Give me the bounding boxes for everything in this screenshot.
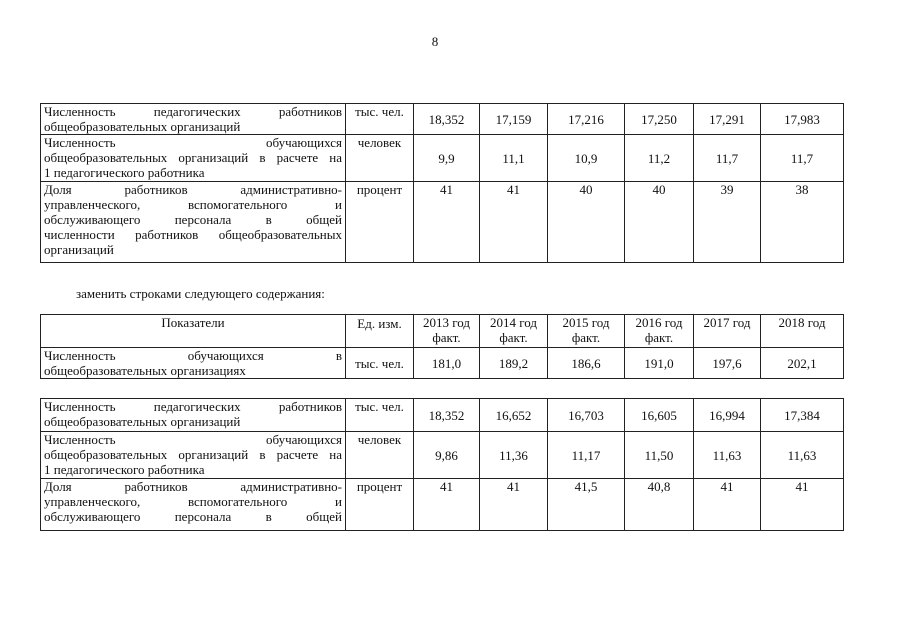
value-cell: 17,250 xyxy=(625,104,694,135)
value-cell: 11,7 xyxy=(694,135,761,182)
row-label: Численность педагогических работников общеобразовательных организаций xyxy=(41,399,346,432)
value-cell: 17,384 xyxy=(761,399,844,432)
new-row-teachers xyxy=(41,399,844,432)
row-label: Численность обучающихся в общеобразовательных организациях xyxy=(41,348,346,379)
unit-cell: человек xyxy=(346,135,414,182)
value-cell: 18,352 xyxy=(414,399,480,432)
old-rows-table xyxy=(40,103,844,263)
value-cell: 11,63 xyxy=(761,432,844,479)
unit-cell: тыс. чел. xyxy=(346,104,414,135)
old-row-teachers xyxy=(41,104,844,135)
value-cell: 41 xyxy=(694,479,761,531)
row-label: Численность обучающихся общеобразовательных организаций в расчете на 1 педагогического работника xyxy=(41,135,346,182)
value-cell: 17,159 xyxy=(480,104,548,135)
new-row-admin-share xyxy=(41,479,844,531)
header-year: 2018 год xyxy=(761,315,844,348)
value-cell: 11,63 xyxy=(694,432,761,479)
unit-cell: тыс. чел. xyxy=(346,399,414,432)
value-cell: 41,5 xyxy=(548,479,625,531)
old-row-admin-share xyxy=(41,182,844,263)
value-cell: 10,9 xyxy=(548,135,625,182)
value-cell: 17,216 xyxy=(548,104,625,135)
page-number: 8 xyxy=(431,34,439,49)
unit-cell: процент xyxy=(346,182,414,263)
new-row-students-per-teacher xyxy=(41,432,844,479)
value-cell: 202,1 xyxy=(761,348,844,379)
value-cell: 11,7 xyxy=(761,135,844,182)
value-cell: 39 xyxy=(694,182,761,263)
value-cell: 16,703 xyxy=(548,399,625,432)
row-label: Численность обучающихся общеобразовательных организаций в расчете на 1 педагогического работника xyxy=(41,432,346,479)
value-cell: 16,652 xyxy=(480,399,548,432)
value-cell: 41 xyxy=(761,479,844,531)
header-indicator: Показатели xyxy=(41,315,346,348)
row-label: Численность педагогических работников общеобразовательных организаций xyxy=(41,104,346,135)
value-cell: 40 xyxy=(548,182,625,263)
value-cell: 40 xyxy=(625,182,694,263)
new-rows-table xyxy=(40,398,844,531)
header-unit: Ед. изм. xyxy=(346,315,414,348)
header-year: 2013 год факт. xyxy=(414,315,480,348)
value-cell: 11,1 xyxy=(480,135,548,182)
unit-cell: тыс. чел. xyxy=(346,348,414,379)
header-table xyxy=(40,314,844,379)
value-cell: 197,6 xyxy=(694,348,761,379)
value-cell: 16,605 xyxy=(625,399,694,432)
value-cell: 18,352 xyxy=(414,104,480,135)
value-cell: 41 xyxy=(414,182,480,263)
value-cell: 16,994 xyxy=(694,399,761,432)
value-cell: 11,17 xyxy=(548,432,625,479)
value-cell: 11,36 xyxy=(480,432,548,479)
value-cell: 17,983 xyxy=(761,104,844,135)
students-row xyxy=(41,348,844,379)
value-cell: 191,0 xyxy=(625,348,694,379)
value-cell: 11,2 xyxy=(625,135,694,182)
row-label: Доля работников административно- управленческого, вспомогательного и обслуживающего персонала в общей xyxy=(41,479,346,531)
header-year: 2017 год xyxy=(694,315,761,348)
value-cell: 11,50 xyxy=(625,432,694,479)
value-cell: 186,6 xyxy=(548,348,625,379)
value-cell: 38 xyxy=(761,182,844,263)
value-cell: 17,291 xyxy=(694,104,761,135)
value-cell: 9,86 xyxy=(414,432,480,479)
header-year: 2015 год факт. xyxy=(548,315,625,348)
value-cell: 41 xyxy=(414,479,480,531)
unit-cell: процент xyxy=(346,479,414,531)
replacement-instruction: заменить строками следующего содержания: xyxy=(76,286,325,301)
unit-cell: человек xyxy=(346,432,414,479)
header-row xyxy=(41,315,844,348)
value-cell: 189,2 xyxy=(480,348,548,379)
row-label: Доля работников административно- управленческого, вспомогательного и обслуживающего персонала в общей численности работников общеобразовательных организаций xyxy=(41,182,346,263)
value-cell: 181,0 xyxy=(414,348,480,379)
old-row-students-per-teacher xyxy=(41,135,844,182)
value-cell: 40,8 xyxy=(625,479,694,531)
header-year: 2016 год факт. xyxy=(625,315,694,348)
value-cell: 9,9 xyxy=(414,135,480,182)
value-cell: 41 xyxy=(480,182,548,263)
header-year: 2014 год факт. xyxy=(480,315,548,348)
value-cell: 41 xyxy=(480,479,548,531)
